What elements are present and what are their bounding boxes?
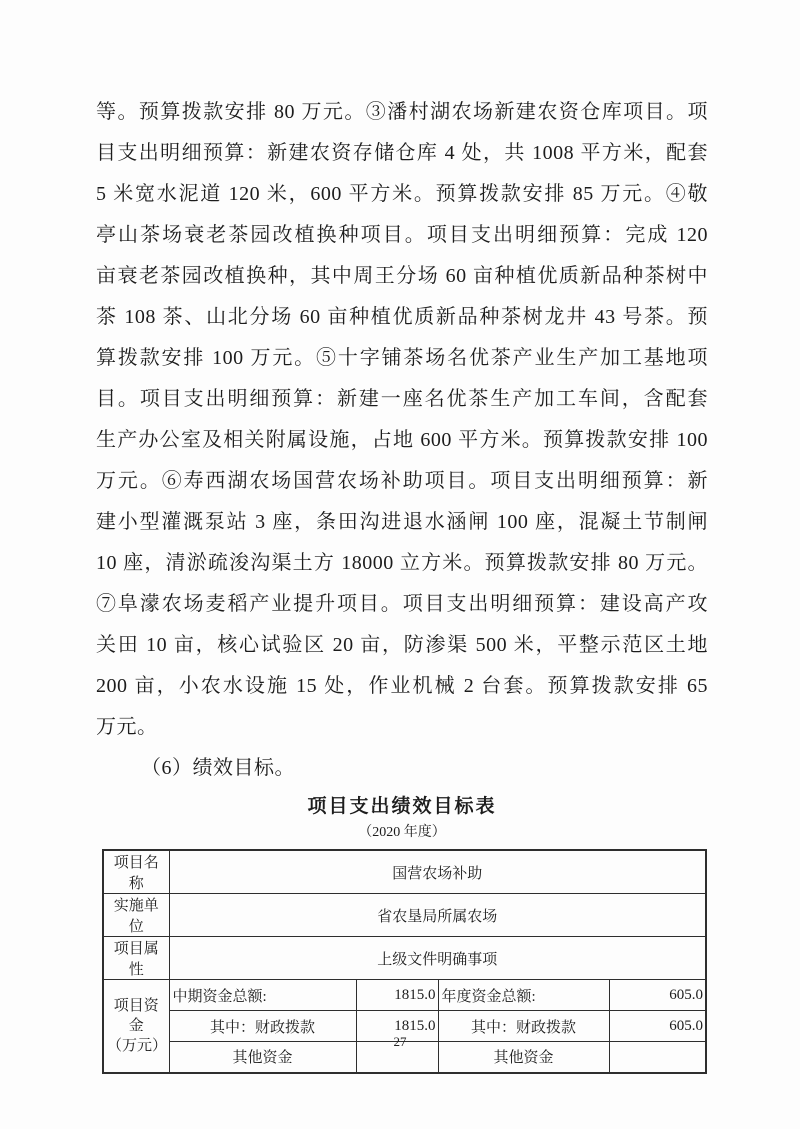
paragraph-line: 茶 108 茶、山北分场 60 亩种植优质新品种茶树龙井 43 号茶。预 — [96, 306, 708, 328]
fund-header-cell — [103, 980, 169, 1073]
paragraph-line: 关田 10 亩，核心试验区 20 亩，防渗渠 500 米，平整示范区土地 — [96, 634, 708, 656]
annual-other-label: 其他资金 — [438, 1042, 609, 1073]
row-label-project-attribute: 项目属性 — [103, 937, 169, 980]
annual-total-label: 年度资金总额: — [438, 980, 609, 1011]
body-paragraph — [96, 92, 708, 789]
table-title: 项目支出绩效目标表 — [307, 796, 497, 817]
paragraph-line: 万元。 — [96, 716, 158, 738]
paragraph-line: 目。项目支出明细预算：新建一座名优茶生产加工车间，含配套 — [96, 388, 708, 410]
paragraph-line: 万元。⑥寿西湖农场国营农场补助项目。项目支出明细预算：新 — [96, 470, 708, 492]
paragraph-line: 算拨款安排 100 万元。⑤十字铺茶场名优茶产业生产加工基地项 — [96, 347, 708, 369]
table-row — [103, 894, 706, 937]
paragraph-line: 生产办公室及相关附属设施，占地 600 平方米。预算拨款安排 100 — [96, 429, 708, 451]
row-value-implementing-unit: 省农垦局所属农场 — [169, 894, 706, 937]
midterm-total-label: 中期资金总额: — [169, 980, 356, 1011]
paragraph-line: 等。预算拨款安排 80 万元。③潘村湖农场新建农资仓库项目。项 — [96, 101, 708, 123]
page-content — [96, 92, 708, 1074]
paragraph-line: 10 座，清淤疏浚沟渠土方 18000 立方米。预算拨款安排 80 万元。 — [96, 552, 708, 574]
annual-fiscal-value: 605.0 — [609, 1011, 706, 1042]
midterm-total-value: 1815.0 — [356, 980, 438, 1011]
fund-header-line2: （万元） — [107, 1037, 168, 1054]
paragraph-line: 建小型灌溉泵站 3 座，条田沟进退水涵闸 100 座，混凝土节制闸 — [96, 511, 708, 533]
page-number: 27 — [393, 1034, 407, 1049]
row-label-implementing-unit: 实施单位 — [103, 894, 169, 937]
table-subtitle: （2020 年度） — [358, 825, 446, 840]
midterm-fiscal-value: 1815.0 — [356, 1011, 438, 1042]
table-row-funds — [103, 980, 706, 1011]
annual-total-value: 605.0 — [609, 980, 706, 1011]
midterm-other-label: 其他资金 — [169, 1042, 356, 1073]
paragraph-line: 5 米宽水泥道 120 米，600 平方米。预算拨款安排 85 万元。④敬 — [96, 183, 708, 205]
row-value-project-attribute: 上级文件明确事项 — [169, 937, 706, 980]
paragraph-line: 目支出明细预算：新建农资存储仓库 4 处，共 1008 平方米，配套 — [96, 142, 708, 164]
paragraph-line: ⑦阜濛农场麦稻产业提升项目。项目支出明细预算：建设高产攻 — [96, 593, 708, 615]
row-value-project-name: 国营农场补助 — [169, 850, 706, 894]
fund-header-line1: 项目资金 — [113, 997, 159, 1034]
paragraph-line: 亩衰老茶园改植换种，其中周王分场 60 亩种植优质新品种茶树中 — [96, 265, 708, 287]
annual-fiscal-label: 其中：财政拨款 — [438, 1011, 609, 1042]
paragraph-line: 亭山茶场衰老茶园改植换种项目。项目支出明细预算：完成 120 — [96, 224, 708, 246]
midterm-fiscal-label: 其中：财政拨款 — [169, 1011, 356, 1042]
paragraph-line: 200 亩，小农水设施 15 处，作业机械 2 台套。预算拨款安排 65 — [96, 675, 708, 697]
section-heading: （6）绩效目标。 — [141, 757, 295, 779]
table-row — [103, 850, 706, 894]
table-row — [103, 937, 706, 980]
row-label-project-name: 项目名称 — [103, 850, 169, 894]
